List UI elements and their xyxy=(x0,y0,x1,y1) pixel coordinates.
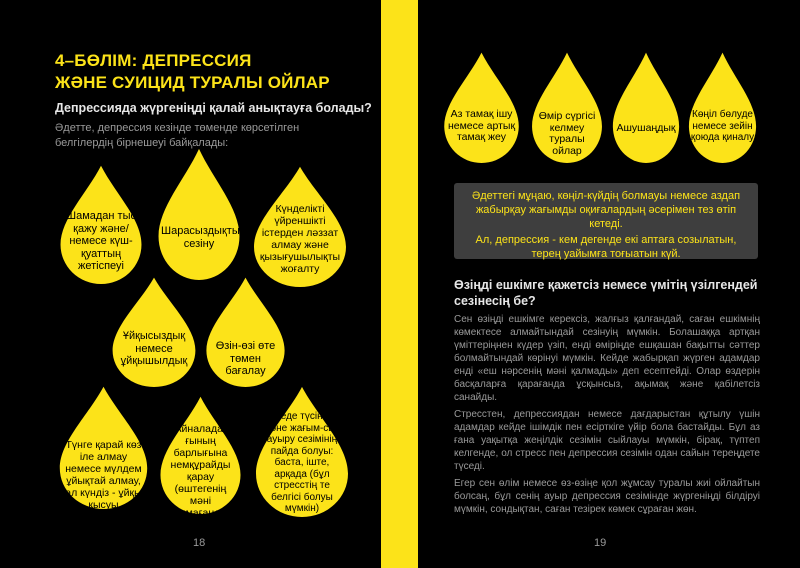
drop-label: Денеде түсініксіз және жағым-сыз ауыру сезімінің пайда болуы: баста, іште, арқада (бұл стресстің те белгісі болуы мүмкін) xyxy=(262,411,342,514)
symptom-drop xyxy=(57,164,145,284)
symptom-drop xyxy=(155,147,243,280)
symptom-drop xyxy=(441,51,522,163)
page-number-left: 18 xyxy=(193,537,206,549)
symptom-drop xyxy=(610,51,682,163)
drop-shape-icon xyxy=(155,147,243,280)
drop-label: Ашушаңдық xyxy=(616,122,676,134)
drop-shape-icon xyxy=(686,51,759,163)
drop-label: Шарасыздықты сезіну xyxy=(161,225,240,250)
section-heading-line-2: сезінесің бе? xyxy=(454,294,536,308)
section-heading xyxy=(454,277,774,309)
paragraph: Егер сен өлім немесе өз-өзіңе қол жұмсау туралы жиі ойлайтын болсаң, бұл сенің ауыр депрессия сезімінде жүргеніңді білдіруі мүмкін, сондықтан, саған тезірек көмек сұраған жөн. xyxy=(454,478,760,515)
chapter-title-line-2: ЖӘНЕ СУИЦИД ТУРАЛЫ ОЙЛАР xyxy=(55,73,330,92)
symptom-drop xyxy=(252,385,352,517)
symptom-drop xyxy=(157,395,244,531)
paragraph: Стресстен, депрессиядан немесе дағдарыстан құтылу үшін адамдар кейде ішімдік пен есірткіге үйір бола бастайды. Бұл аз ғана уақытқа жеңілдік сезімін сыйлауы мүмкін, бірақ, түптеп келгенде, ол стресс пен депрессия сезімін одан сайын тереңдете түседі. xyxy=(454,409,760,472)
body-text xyxy=(454,313,760,520)
chapter-title xyxy=(55,50,355,94)
drop-shape-icon xyxy=(441,51,522,163)
section-subtitle: Депрессияда жүргеніңді қалай анықтауға болады? xyxy=(55,101,372,115)
chapter-title-line-1: 4–БӨЛІМ: ДЕПРЕССИЯ xyxy=(55,51,252,70)
drop-label: Аз тамақ ішу немесе артық тамақ жеу xyxy=(447,108,516,143)
drop-label: Көңіл бөлуде немесе зейін қоюда қиналу xyxy=(690,109,755,143)
page-number-right: 19 xyxy=(594,537,607,549)
section-heading-line-1: Өзіңді ешкімге қажетсіз немесе үмітің үзілгендей xyxy=(454,278,758,292)
symptom-drop xyxy=(250,165,350,287)
notice-box xyxy=(454,183,758,259)
drop-label: Өзін-өзі өте төмен бағалау xyxy=(215,340,276,377)
notice-line-1: Әдеттегі мұңаю, көңіл-күйдің болмауы немесе аздап жабырқау жағымды оқиғалардың әсерімен тез өтіп кетеді. xyxy=(471,190,741,230)
symptom-drop xyxy=(109,276,199,387)
paragraph: Сен өзіңді ешкімге керексіз, жалғыз қалғандай, саған ешкімнің көмектесе алмайтындай сезінуің мүмкін. Болашаққа артқан үміттеріңнен күдер үзіп, енді өміріңде ешқашан бақытты сәттер болмайтындай көрінуі мүмкін. Кейде жабырқап жүрген адамдар енді «еш нәрсенің мәні қалмады» деп есептейді. Олар өздерін басқаларға қарағанда ұсқынсыз, ақымақ және қабілетсіз санайды. xyxy=(454,314,760,403)
book-spine xyxy=(381,0,418,568)
symptom-drop xyxy=(203,276,288,387)
drop-label: Өмір сүргісі келмеу туралы ойлар xyxy=(538,110,596,157)
symptom-drop xyxy=(56,385,151,509)
symptom-drop xyxy=(686,51,759,163)
drop-label: Ұйқысыздық немесе ұйқышылдық xyxy=(120,330,188,367)
notice-line-2: Ал, депрессия - кем дегенде екі аптаға созылатын, терең уайымға тоғыатын күй. xyxy=(475,234,737,260)
drop-label: Күнделікті үйреншікті істерден ләззат алмау және қызығушылықты жоғалту xyxy=(259,203,341,275)
drop-shape-icon xyxy=(610,51,682,163)
drop-label: Шамадан тыс қажу және/ немесе күш-қуаттың жетіспеуі xyxy=(66,210,136,272)
drop-label: Айналада-ғының барлығына немқұрайды қарау (өштегенің мәні қалмағандай сезіну) xyxy=(169,423,232,531)
symptom-drop xyxy=(529,51,605,163)
intro-text: Әдетте, депрессия кезінде төменде көрсетілген белгілердің бірнешеуі байқалады: xyxy=(55,122,300,149)
drop-label: Түнге қарай көз іле алмау немесе мүлдем ұйықтай алмау, ал күндіз - ұйқы қысуы xyxy=(65,439,142,511)
